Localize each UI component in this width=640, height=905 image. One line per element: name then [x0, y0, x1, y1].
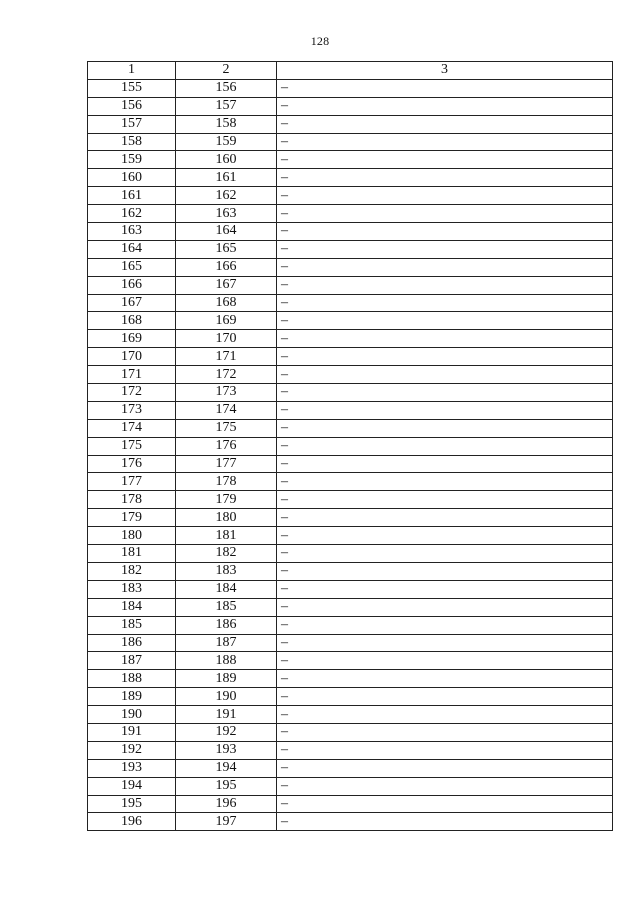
- cell-col-2: 158: [176, 115, 277, 133]
- cell-col-1: 193: [88, 759, 176, 777]
- cell-col-1: 172: [88, 384, 176, 402]
- cell-col-3: –: [277, 223, 613, 241]
- table-row: [88, 294, 613, 312]
- table-row: [88, 401, 613, 419]
- page-number: 128: [310, 34, 330, 48]
- cell-col-2: 164: [176, 223, 277, 241]
- cell-col-2: 177: [176, 455, 277, 473]
- table-row: [88, 97, 613, 115]
- cell-col-2: 180: [176, 509, 277, 527]
- table-row: [88, 115, 613, 133]
- cell-col-2: 170: [176, 330, 277, 348]
- table-row: [88, 795, 613, 813]
- cell-col-2: 157: [176, 97, 277, 115]
- table-row: [88, 437, 613, 455]
- table-row: [88, 652, 613, 670]
- cell-col-1: 184: [88, 598, 176, 616]
- cell-col-3: –: [277, 527, 613, 545]
- cell-col-1: 171: [88, 366, 176, 384]
- cell-col-1: 179: [88, 509, 176, 527]
- table-row: [88, 455, 613, 473]
- cell-col-2: 195: [176, 777, 277, 795]
- cell-col-1: 189: [88, 688, 176, 706]
- cell-col-3: –: [277, 491, 613, 509]
- cell-col-3: –: [277, 169, 613, 187]
- table-row: [88, 688, 613, 706]
- cell-col-1: 175: [88, 437, 176, 455]
- table-header-row: [88, 62, 613, 80]
- table-row: [88, 258, 613, 276]
- cell-col-3: –: [277, 473, 613, 491]
- cell-col-3: –: [277, 97, 613, 115]
- cell-col-3: –: [277, 670, 613, 688]
- cell-col-2: 193: [176, 741, 277, 759]
- cell-col-3: –: [277, 401, 613, 419]
- table-row: [88, 473, 613, 491]
- cell-col-3: –: [277, 276, 613, 294]
- table-row: [88, 240, 613, 258]
- cell-col-3: –: [277, 545, 613, 563]
- table-row: [88, 706, 613, 724]
- cell-col-1: 162: [88, 205, 176, 223]
- cell-col-1: 181: [88, 545, 176, 563]
- cell-col-2: 162: [176, 187, 277, 205]
- table-row: [88, 545, 613, 563]
- data-table: [87, 61, 613, 831]
- cell-col-3: –: [277, 151, 613, 169]
- table-row: [88, 670, 613, 688]
- cell-col-3: –: [277, 634, 613, 652]
- cell-col-1: 177: [88, 473, 176, 491]
- cell-col-1: 182: [88, 562, 176, 580]
- cell-col-3: –: [277, 294, 613, 312]
- table-row: [88, 598, 613, 616]
- cell-col-2: 185: [176, 598, 277, 616]
- table-row: [88, 205, 613, 223]
- cell-col-3: –: [277, 115, 613, 133]
- table-body: [88, 79, 613, 830]
- cell-col-3: –: [277, 384, 613, 402]
- cell-col-1: 159: [88, 151, 176, 169]
- cell-col-3: –: [277, 652, 613, 670]
- table-row: [88, 580, 613, 598]
- table-row: [88, 312, 613, 330]
- table-row: [88, 616, 613, 634]
- cell-col-2: 179: [176, 491, 277, 509]
- cell-col-3: –: [277, 187, 613, 205]
- cell-col-1: 158: [88, 133, 176, 151]
- cell-col-2: 172: [176, 366, 277, 384]
- table-row: [88, 419, 613, 437]
- cell-col-3: –: [277, 777, 613, 795]
- cell-col-3: –: [277, 258, 613, 276]
- table-row: [88, 723, 613, 741]
- table-row: [88, 223, 613, 241]
- cell-col-3: –: [277, 366, 613, 384]
- cell-col-3: –: [277, 759, 613, 777]
- cell-col-3: –: [277, 205, 613, 223]
- cell-col-1: 173: [88, 401, 176, 419]
- cell-col-2: 159: [176, 133, 277, 151]
- cell-col-2: 192: [176, 723, 277, 741]
- table-row: [88, 759, 613, 777]
- cell-col-2: 156: [176, 79, 277, 97]
- cell-col-1: 161: [88, 187, 176, 205]
- table-row: [88, 634, 613, 652]
- column-header-2: 2: [176, 62, 277, 80]
- table-row: [88, 133, 613, 151]
- cell-col-2: 194: [176, 759, 277, 777]
- cell-col-3: –: [277, 688, 613, 706]
- cell-col-1: 190: [88, 706, 176, 724]
- table-row: [88, 509, 613, 527]
- cell-col-2: 165: [176, 240, 277, 258]
- cell-col-3: –: [277, 437, 613, 455]
- column-header-1: 1: [88, 62, 176, 80]
- cell-col-3: –: [277, 419, 613, 437]
- cell-col-3: –: [277, 79, 613, 97]
- cell-col-2: 163: [176, 205, 277, 223]
- table-row: [88, 527, 613, 545]
- table-row: [88, 741, 613, 759]
- cell-col-3: –: [277, 312, 613, 330]
- cell-col-3: –: [277, 616, 613, 634]
- table-row: [88, 384, 613, 402]
- cell-col-2: 183: [176, 562, 277, 580]
- cell-col-1: 192: [88, 741, 176, 759]
- cell-col-1: 164: [88, 240, 176, 258]
- cell-col-3: –: [277, 455, 613, 473]
- cell-col-1: 160: [88, 169, 176, 187]
- cell-col-1: 165: [88, 258, 176, 276]
- cell-col-2: 167: [176, 276, 277, 294]
- cell-col-1: 156: [88, 97, 176, 115]
- cell-col-2: 188: [176, 652, 277, 670]
- cell-col-1: 167: [88, 294, 176, 312]
- table-row: [88, 276, 613, 294]
- cell-col-2: 161: [176, 169, 277, 187]
- cell-col-1: 178: [88, 491, 176, 509]
- cell-col-1: 155: [88, 79, 176, 97]
- table-row: [88, 330, 613, 348]
- table-row: [88, 187, 613, 205]
- cell-col-1: 186: [88, 634, 176, 652]
- table-row: [88, 491, 613, 509]
- cell-col-1: 180: [88, 527, 176, 545]
- table-row: [88, 562, 613, 580]
- cell-col-2: 187: [176, 634, 277, 652]
- cell-col-3: –: [277, 509, 613, 527]
- cell-col-3: –: [277, 723, 613, 741]
- cell-col-1: 185: [88, 616, 176, 634]
- cell-col-2: 189: [176, 670, 277, 688]
- cell-col-1: 163: [88, 223, 176, 241]
- cell-col-1: 187: [88, 652, 176, 670]
- cell-col-2: 196: [176, 795, 277, 813]
- cell-col-1: 157: [88, 115, 176, 133]
- cell-col-3: –: [277, 330, 613, 348]
- cell-col-3: –: [277, 598, 613, 616]
- column-header-3: 3: [277, 62, 613, 80]
- cell-col-1: 188: [88, 670, 176, 688]
- cell-col-2: 191: [176, 706, 277, 724]
- cell-col-2: 160: [176, 151, 277, 169]
- cell-col-3: –: [277, 795, 613, 813]
- cell-col-3: –: [277, 240, 613, 258]
- cell-col-2: 174: [176, 401, 277, 419]
- cell-col-1: 166: [88, 276, 176, 294]
- cell-col-1: 168: [88, 312, 176, 330]
- cell-col-1: 195: [88, 795, 176, 813]
- cell-col-3: –: [277, 133, 613, 151]
- cell-col-1: 191: [88, 723, 176, 741]
- cell-col-2: 171: [176, 348, 277, 366]
- table-row: [88, 79, 613, 97]
- table-row: [88, 348, 613, 366]
- table-row: [88, 777, 613, 795]
- cell-col-3: –: [277, 580, 613, 598]
- cell-col-2: 186: [176, 616, 277, 634]
- cell-col-3: –: [277, 348, 613, 366]
- cell-col-2: 190: [176, 688, 277, 706]
- table-row: [88, 366, 613, 384]
- cell-col-2: 173: [176, 384, 277, 402]
- table-row: [88, 169, 613, 187]
- cell-col-1: 170: [88, 348, 176, 366]
- cell-col-2: 175: [176, 419, 277, 437]
- cell-col-1: 169: [88, 330, 176, 348]
- cell-col-3: –: [277, 706, 613, 724]
- table-row: [88, 151, 613, 169]
- cell-col-1: 183: [88, 580, 176, 598]
- cell-col-1: 176: [88, 455, 176, 473]
- cell-col-2: 166: [176, 258, 277, 276]
- cell-col-3: –: [277, 562, 613, 580]
- table-row: [88, 813, 613, 831]
- cell-col-1: 196: [88, 813, 176, 831]
- cell-col-3: –: [277, 741, 613, 759]
- cell-col-3: –: [277, 813, 613, 831]
- cell-col-2: 182: [176, 545, 277, 563]
- cell-col-2: 176: [176, 437, 277, 455]
- cell-col-2: 181: [176, 527, 277, 545]
- cell-col-1: 174: [88, 419, 176, 437]
- cell-col-2: 169: [176, 312, 277, 330]
- cell-col-1: 194: [88, 777, 176, 795]
- cell-col-2: 197: [176, 813, 277, 831]
- cell-col-2: 168: [176, 294, 277, 312]
- cell-col-2: 178: [176, 473, 277, 491]
- cell-col-2: 184: [176, 580, 277, 598]
